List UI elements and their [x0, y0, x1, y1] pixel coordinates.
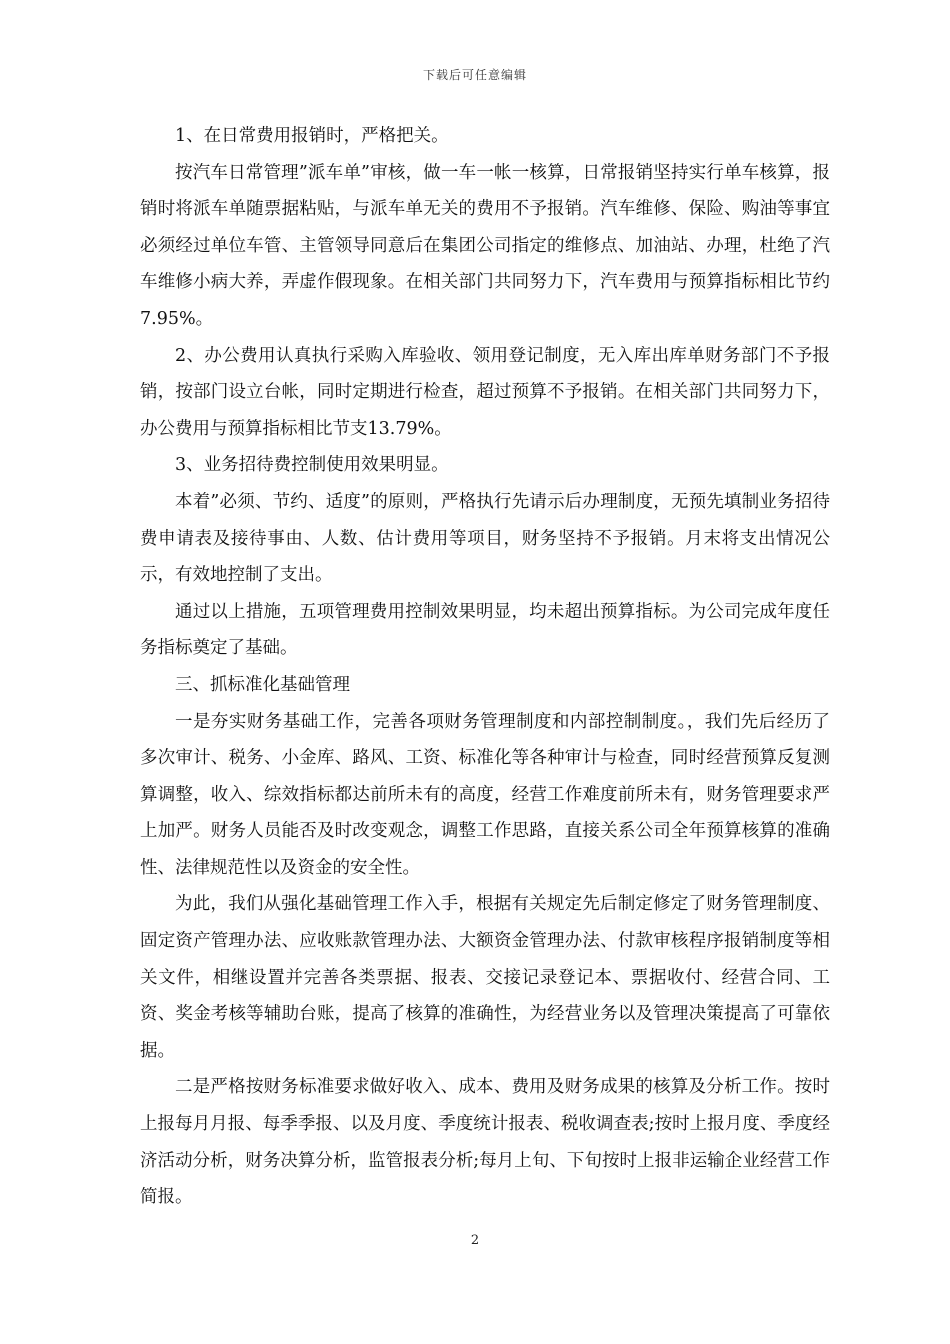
paragraph-accounting-analysis: 二是严格按财务标准要求做好收入、成本、费用及财务成果的核算及分析工作。按时上报每月月报、每季季报、以及月度、季度统计报表、税收调查表;按时上报月度、季度经济活动分析，财务决算分析，监管报表分析;每月上旬、下旬按时上报非运输企业经营工作简报。 [140, 1077, 830, 1208]
paragraph-measures-summary: 通过以上措施，五项管理费用控制效果明显，均未超出预算指标。为公司完成年度任务指标奠定了基础。 [140, 601, 830, 659]
paragraph-regulations: 为此，我们从强化基础管理工作入手，根据有关规定先后制定修定了财务管理制度、固定资产管理办法、应收账款管理办法、大额资金管理办法、付款审核程序报销制度等相关文件，相继设置并完善各类票据、报表、交接记录登记本、票据收付、经营合同、工资、奖金考核等辅助台账，提高了核算的准确性，为经营业务以及管理决策提高了可靠依据。 [140, 894, 830, 1061]
paragraph-entertainment-detail: 本着”必须、节约、适度”的原则，严格执行先请示后办理制度，无预先填制业务招待费申请表及接待事由、人数、估计费用等项目，财务坚持不予报销。月末将支出情况公示，有效地控制了支出。 [140, 491, 830, 586]
page-number: 2 [470, 1233, 480, 1248]
document-body [140, 118, 830, 1216]
paragraph-foundation-work: 一是夯实财务基础工作，完善各项财务管理制度和内部控制制度。，我们先后经历了多次审计、税务、小金库、路风、工资、标准化等各种审计与检查，同时经营预算反复测算调整，收入、综效指标都达前所未有的高度，经营工作难度前所未有，财务管理要求严上加严。财务人员能否及时改变观念，调整工作思路，直接关系公司全年预算核算的准确性、法律规范性以及资金的安全性。 [140, 711, 830, 878]
paragraph-office-expense: 2、办公费用认真执行采购入库验收、领用登记制度，无入库出库单财务部门不予报销，按部门设立台帐，同时定期进行检查，超过预算不予报销。在相关部门共同努力下，办公费用与预算指标相比节支13.79%。 [140, 345, 830, 439]
paragraph-entertainment-heading: 3、业务招待费控制使用效果明显。 [175, 455, 449, 476]
page-header: 下载后可任意编辑 [422, 68, 527, 82]
paragraph-daily-expense-heading: 1、在日常费用报销时，严格把关。 [175, 126, 449, 146]
section-heading-standardization: 三、抓标准化基础管理 [175, 674, 350, 695]
paragraph-vehicle-expense: 按汽车日常管理”派车单”审核，做一车一帐一核算，日常报销坚持实行单车核算，报销时将派车单随票据粘贴，与派车单无关的费用不予报销。汽车维修、保险、购油等事宜必须经过单位车管、主管领导同意后在集团公司指定的维修点、加油站、办理，杜绝了汽车维修小病大养，弄虚作假现象。在相关部门共同努力下，汽车费用与预算指标相比节约7.95%。 [140, 162, 830, 329]
